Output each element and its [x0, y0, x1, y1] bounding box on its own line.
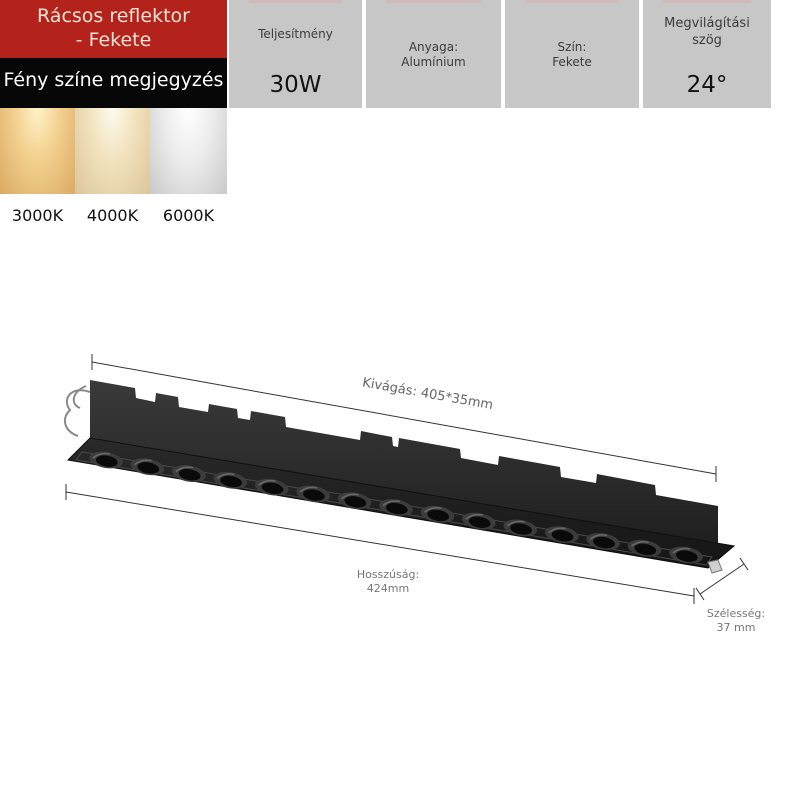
spec-angle-label-1: Megvilágítási — [664, 16, 750, 31]
length-value: 424mm — [366, 582, 410, 595]
spec-color-label: Szín: — [557, 40, 587, 54]
temp-label-4000k: 4000K — [86, 206, 139, 225]
product-title-line2: - Fekete — [75, 29, 152, 51]
spring-clip — [65, 386, 90, 436]
spec-power-label: Teljesítmény — [258, 27, 333, 41]
length-label: Hosszúság: — [356, 568, 420, 581]
light-color-note: Fény színe megjegyzés — [0, 58, 227, 108]
width-dimension-label — [690, 607, 782, 635]
width-label: Szélesség: — [706, 607, 766, 620]
spec-color-value: Fekete — [552, 55, 592, 69]
spec-angle-value: 24° — [686, 72, 728, 98]
product-title-line1: Rácsos reflektor — [37, 5, 190, 27]
width-value: 37 mm — [716, 621, 756, 634]
length-dimension-label — [338, 568, 438, 596]
mounting-tab — [708, 560, 722, 573]
cutout-dimension-label: Kivágás: 405*35mm — [361, 375, 495, 414]
spec-angle-label-2: szög — [692, 33, 722, 48]
spec-power-value: 30W — [269, 72, 322, 98]
temp-label-3000k: 3000K — [11, 206, 64, 225]
spec-material-label: Anyaga: — [408, 40, 459, 54]
temp-label-6000k: 6000K — [162, 206, 215, 225]
spec-material-value: Alumínium — [401, 55, 466, 69]
